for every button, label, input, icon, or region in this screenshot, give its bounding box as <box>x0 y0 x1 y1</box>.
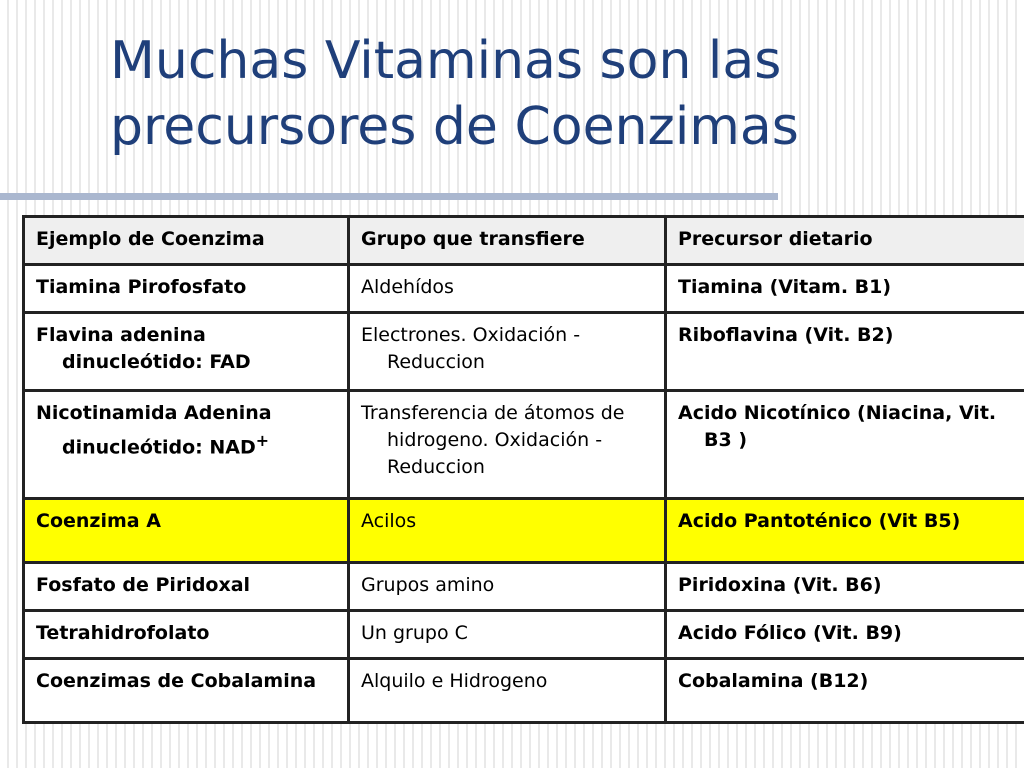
cell-text: Acido Fólico (Vit. B9) <box>678 622 902 644</box>
cell-text: Acilos <box>361 510 417 532</box>
table-row <box>24 659 1024 723</box>
cell-text: Un grupo C <box>361 622 468 644</box>
group-cell <box>349 265 666 313</box>
cell-text: dinucleótido: NAD <box>62 436 256 459</box>
table-row-highlighted <box>24 499 1024 563</box>
group-cell <box>349 611 666 659</box>
group-cell <box>349 499 666 563</box>
cell-text: Riboflavina (Vit. B2) <box>678 324 894 346</box>
superscript-plus: + <box>255 431 269 450</box>
cell-text: Flavina adenina <box>36 324 206 346</box>
table-row <box>24 611 1024 659</box>
precursor-cell <box>666 563 1024 611</box>
group-cell <box>349 391 666 499</box>
coenzyme-cell <box>24 313 349 391</box>
group-cell <box>349 659 666 723</box>
cell-text: Vit. B3 ) <box>704 402 997 451</box>
cell-text: B5) <box>923 510 961 532</box>
cell-text: Tiamina (Vitam. B1) <box>678 276 892 298</box>
group-cell <box>349 563 666 611</box>
coenzyme-table-container <box>22 215 1024 724</box>
precursor-cell <box>666 313 1024 391</box>
precursor-cell <box>666 499 1024 563</box>
header-cell-coenzyme: Ejemplo de Coenzima <box>24 217 349 265</box>
group-cell <box>349 313 666 391</box>
precursor-cell <box>666 659 1024 723</box>
cell-text: Cobalamina (B12) <box>678 670 869 692</box>
cell-text: Cobalamina <box>190 670 317 692</box>
coenzyme-cell <box>24 659 349 723</box>
coenzyme-cell <box>24 611 349 659</box>
table-row <box>24 563 1024 611</box>
cell-text: Electrones. Oxidación - <box>361 324 581 346</box>
slide-title-line-1: Muchas Vitaminas son las <box>110 31 782 91</box>
slide-title-line-2: precursores de Coenzimas <box>110 97 799 157</box>
cell-text: Alquilo e Hidrogeno <box>361 670 548 692</box>
table-row <box>24 265 1024 313</box>
cell-text: Reduccion <box>387 351 485 373</box>
table-row <box>24 313 1024 391</box>
precursor-cell <box>666 391 1024 499</box>
cell-text: Tiamina Pirofosfato <box>36 276 247 298</box>
header-cell-precursor: Precursor dietario <box>666 217 1024 265</box>
header-cell-group: Grupo que transfiere <box>349 217 666 265</box>
cell-text: dinucleótido: FAD <box>62 351 251 373</box>
coenzyme-cell <box>24 391 349 499</box>
precursor-cell <box>666 611 1024 659</box>
cell-text: Oxidación - Reduccion <box>387 429 603 478</box>
cell-text: Coenzima A <box>36 510 161 532</box>
cell-text: Tetrahidrofolato <box>36 622 210 644</box>
cell-text: Nicotinamida Adenina <box>36 402 272 424</box>
table-header-row <box>24 217 1024 265</box>
coenzyme-cell <box>24 499 349 563</box>
cell-text: Aldehídos <box>361 276 454 298</box>
cell-text: Piridoxina (Vit. B6) <box>678 574 882 596</box>
cell-text: Fosfato de Piridoxal <box>36 574 251 596</box>
title-underline <box>0 193 778 200</box>
cell-text: Acido Pantoténico (Vit <box>678 510 918 532</box>
cell-text: de hidrogeno. <box>387 402 625 451</box>
coenzyme-cell <box>24 265 349 313</box>
precursor-cell <box>666 265 1024 313</box>
cell-text: Coenzimas de <box>36 670 185 692</box>
table-row <box>24 391 1024 499</box>
cell-text: Transferencia de átomos <box>361 402 595 424</box>
coenzyme-cell <box>24 563 349 611</box>
cell-text: Grupos amino <box>361 574 495 596</box>
slide-title <box>110 28 1010 160</box>
coenzyme-table <box>22 215 1024 724</box>
cell-text: Acido Nicotínico (Niacina, <box>678 402 953 424</box>
